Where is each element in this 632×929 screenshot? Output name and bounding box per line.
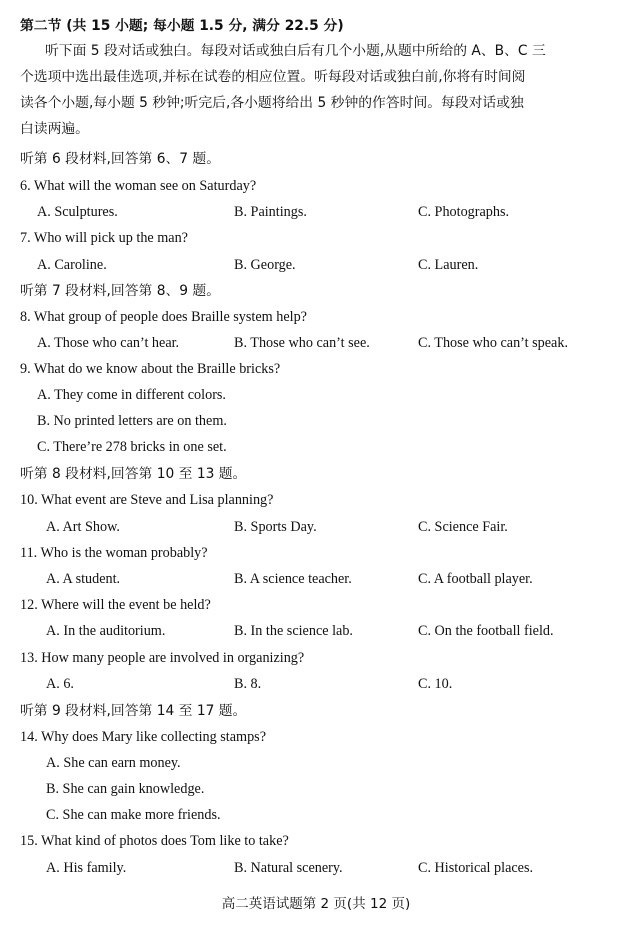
option-c: C. There’re 278 bricks in one set.	[37, 439, 227, 455]
option-b: B. She can gain knowledge.	[46, 781, 205, 797]
question-text: 8. What group of people does Braille system help?	[20, 309, 307, 325]
option-a: A. In the auditorium.	[46, 623, 166, 639]
option-a: A. His family.	[46, 860, 127, 876]
option-c: C. Lauren.	[418, 257, 479, 273]
group-label: 听第 7 段材料,回答第 8、9 题。	[20, 283, 221, 299]
option-a: A. Art Show.	[46, 519, 120, 535]
page-footer: 高二英语试题第 2 页(共 12 页)	[221, 896, 411, 912]
question-text: 6. What will the woman see on Saturday?	[20, 178, 257, 194]
option-a: A. She can earn money.	[46, 755, 181, 771]
option-c: C. A football player.	[418, 571, 533, 587]
option-c: C. 10.	[418, 676, 453, 692]
option-b: B. Sports Day.	[234, 519, 317, 535]
option-b: B. Paintings.	[234, 204, 307, 220]
question-text: 15. What kind of photos does Tom like to take?	[20, 833, 289, 849]
option-b: B. 8.	[234, 676, 262, 692]
option-a: A. 6.	[46, 676, 74, 692]
option-b: B. In the science lab.	[234, 623, 353, 639]
option-c: C. On the football field.	[418, 623, 554, 639]
question-text: 9. What do we know about the Braille bricks?	[20, 361, 281, 377]
question-text: 14. Why does Mary like collecting stamps?	[20, 729, 266, 745]
option-c: C. Science Fair.	[418, 519, 508, 535]
option-a: A. They come in different colors.	[37, 387, 226, 403]
option-c: C. Those who can’t speak.	[418, 335, 568, 351]
group-label: 听第 6 段材料,回答第 6、7 题。	[20, 151, 221, 167]
question-text: 10. What event are Steve and Lisa planning?	[20, 492, 274, 508]
option-a: A. A student.	[46, 571, 121, 587]
question-text: 13. How many people are involved in organizing?	[20, 650, 305, 666]
instruction-line: 个选项中选出最佳选项,并标在试卷的相应位置。听每段对话或独白前,你将有时间阅	[20, 69, 526, 85]
option-a: A. Those who can’t hear.	[37, 335, 180, 351]
question-text: 7. Who will pick up the man?	[20, 230, 188, 246]
instruction-line: 读各个小题,每小题 5 秒钟;听完后,各小题将给出 5 秒钟的作答时间。每段对话或独	[20, 95, 524, 111]
option-a: A. Caroline.	[37, 257, 107, 273]
question-text: 12. Where will the event be held?	[20, 597, 211, 613]
option-b: B. Natural scenery.	[234, 860, 343, 876]
instruction-line: 白读两遍。	[20, 121, 89, 137]
question-text: 11. Who is the woman probably?	[20, 545, 208, 561]
section-header: 第二节 (共 15 小题; 每小题 1.5 分, 满分 22.5 分)	[20, 18, 344, 34]
option-c: C. Historical places.	[418, 860, 534, 876]
instruction-line: 听下面 5 段对话或独白。每段对话或独白后有几个小题,从题中所给的 A、B、C 三	[45, 43, 546, 59]
group-label: 听第 8 段材料,回答第 10 至 13 题。	[20, 466, 247, 482]
group-label: 听第 9 段材料,回答第 14 至 17 题。	[20, 703, 247, 719]
option-a: A. Sculptures.	[37, 204, 118, 220]
option-b: B. No printed letters are on them.	[37, 413, 227, 429]
option-b: B. George.	[234, 257, 296, 273]
option-c: C. She can make more friends.	[46, 807, 221, 823]
option-b: B. Those who can’t see.	[234, 335, 370, 351]
option-c: C. Photographs.	[418, 204, 510, 220]
option-b: B. A science teacher.	[234, 571, 352, 587]
